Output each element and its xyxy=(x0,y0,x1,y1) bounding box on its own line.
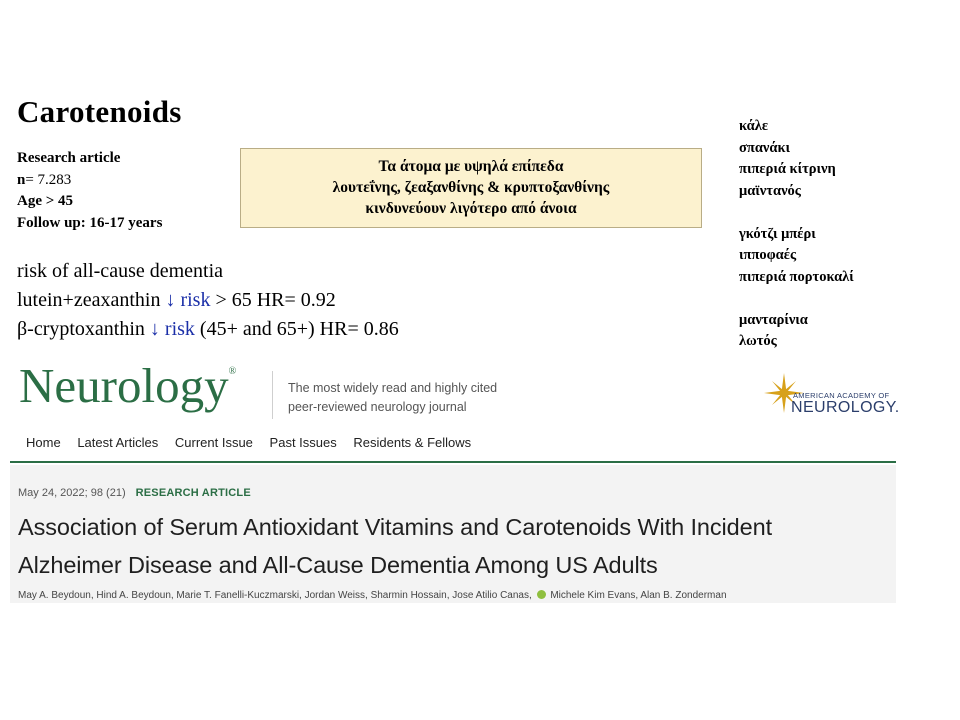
nav-past-issues[interactable]: Past Issues xyxy=(269,435,337,450)
down-arrow-icon: ↓ risk xyxy=(149,318,195,340)
food-list xyxy=(739,116,854,353)
food-item: ιπποφαές xyxy=(739,247,797,263)
nav-latest-articles[interactable]: Latest Articles xyxy=(77,435,159,450)
food-item: πιπεριά κίτρινη xyxy=(739,161,836,177)
summary-line-3: κινδυνεύουν λιγότερο από άνοια xyxy=(365,200,577,217)
food-item: λωτός xyxy=(739,333,777,349)
food-item: πιπεριά πορτοκαλί xyxy=(739,268,854,285)
down-arrow-icon: ↓ risk xyxy=(165,289,211,311)
nav-residents-fellows[interactable]: Residents & Fellows xyxy=(353,435,472,450)
risk-cryptoxanthin: β-cryptoxanthin ↓ risk (45+ and 65+) HR= 0.86 xyxy=(17,318,399,340)
article-date: May 24, 2022; 98 (21) xyxy=(18,487,126,499)
meta-type: Research article xyxy=(17,150,121,166)
food-item: μανταρίνια xyxy=(739,311,808,328)
risk-lutein: lutein+zeaxanthin ↓ risk > 65 HR= 0.92 xyxy=(17,289,336,311)
meta-follow-up: Follow up: 16-17 years xyxy=(17,214,163,231)
article-authors: May A. Beydoun, Hind A. Beydoun, Marie T. Fanelli-Kuczmarski, Jordan Weiss, Sharmin Hossain, Jose Atilio Canas, Michele Kim Evans, Alan B. Zonderman xyxy=(18,590,727,601)
study-meta xyxy=(17,148,162,234)
journal-tagline: The most widely read and highly cited peer-reviewed neurology journal xyxy=(288,381,498,414)
food-item: μαϊντανός xyxy=(739,182,801,199)
journal-nav xyxy=(26,435,484,450)
aan-name-line: AMERICAN ACADEMY OF xyxy=(793,391,890,400)
nav-current-issue[interactable]: Current Issue xyxy=(174,435,253,450)
orcid-icon[interactable] xyxy=(537,590,546,599)
nav-underline xyxy=(10,461,896,463)
risk-heading: risk of all-cause dementia xyxy=(17,260,224,282)
aan-name[interactable]: NEUROLOGY. xyxy=(791,399,900,416)
article-dateline xyxy=(18,487,251,499)
food-item: κάλε xyxy=(739,118,769,134)
summary-box xyxy=(240,148,702,228)
summary-line-1: Τα άτομα με υψηλά επίπεδα xyxy=(378,158,564,175)
article-title[interactable]: Association of Serum Antioxidant Vitamins and Carotenoids With Incident Alzheimer Disease and All-Cause Dementia Among US Adults xyxy=(18,514,773,578)
journal-screenshot xyxy=(10,355,900,603)
food-item: γκότζι μπέρι xyxy=(739,225,816,242)
slide-title: Carotenoids xyxy=(17,94,182,129)
summary-line-2: λουτεΐνης, ζεαξανθίνης & κρυπτοξανθίνης xyxy=(332,179,610,196)
divider xyxy=(272,371,273,419)
nav-home[interactable]: Home xyxy=(26,435,61,450)
meta-age: Age > 45 xyxy=(17,193,74,209)
neurology-logo[interactable]: Neurology® xyxy=(19,358,237,413)
food-item: σπανάκι xyxy=(739,139,791,156)
article-type: RESEARCH ARTICLE xyxy=(135,487,251,499)
meta-n: n= 7.283 xyxy=(17,171,72,188)
risk-findings xyxy=(17,257,399,344)
